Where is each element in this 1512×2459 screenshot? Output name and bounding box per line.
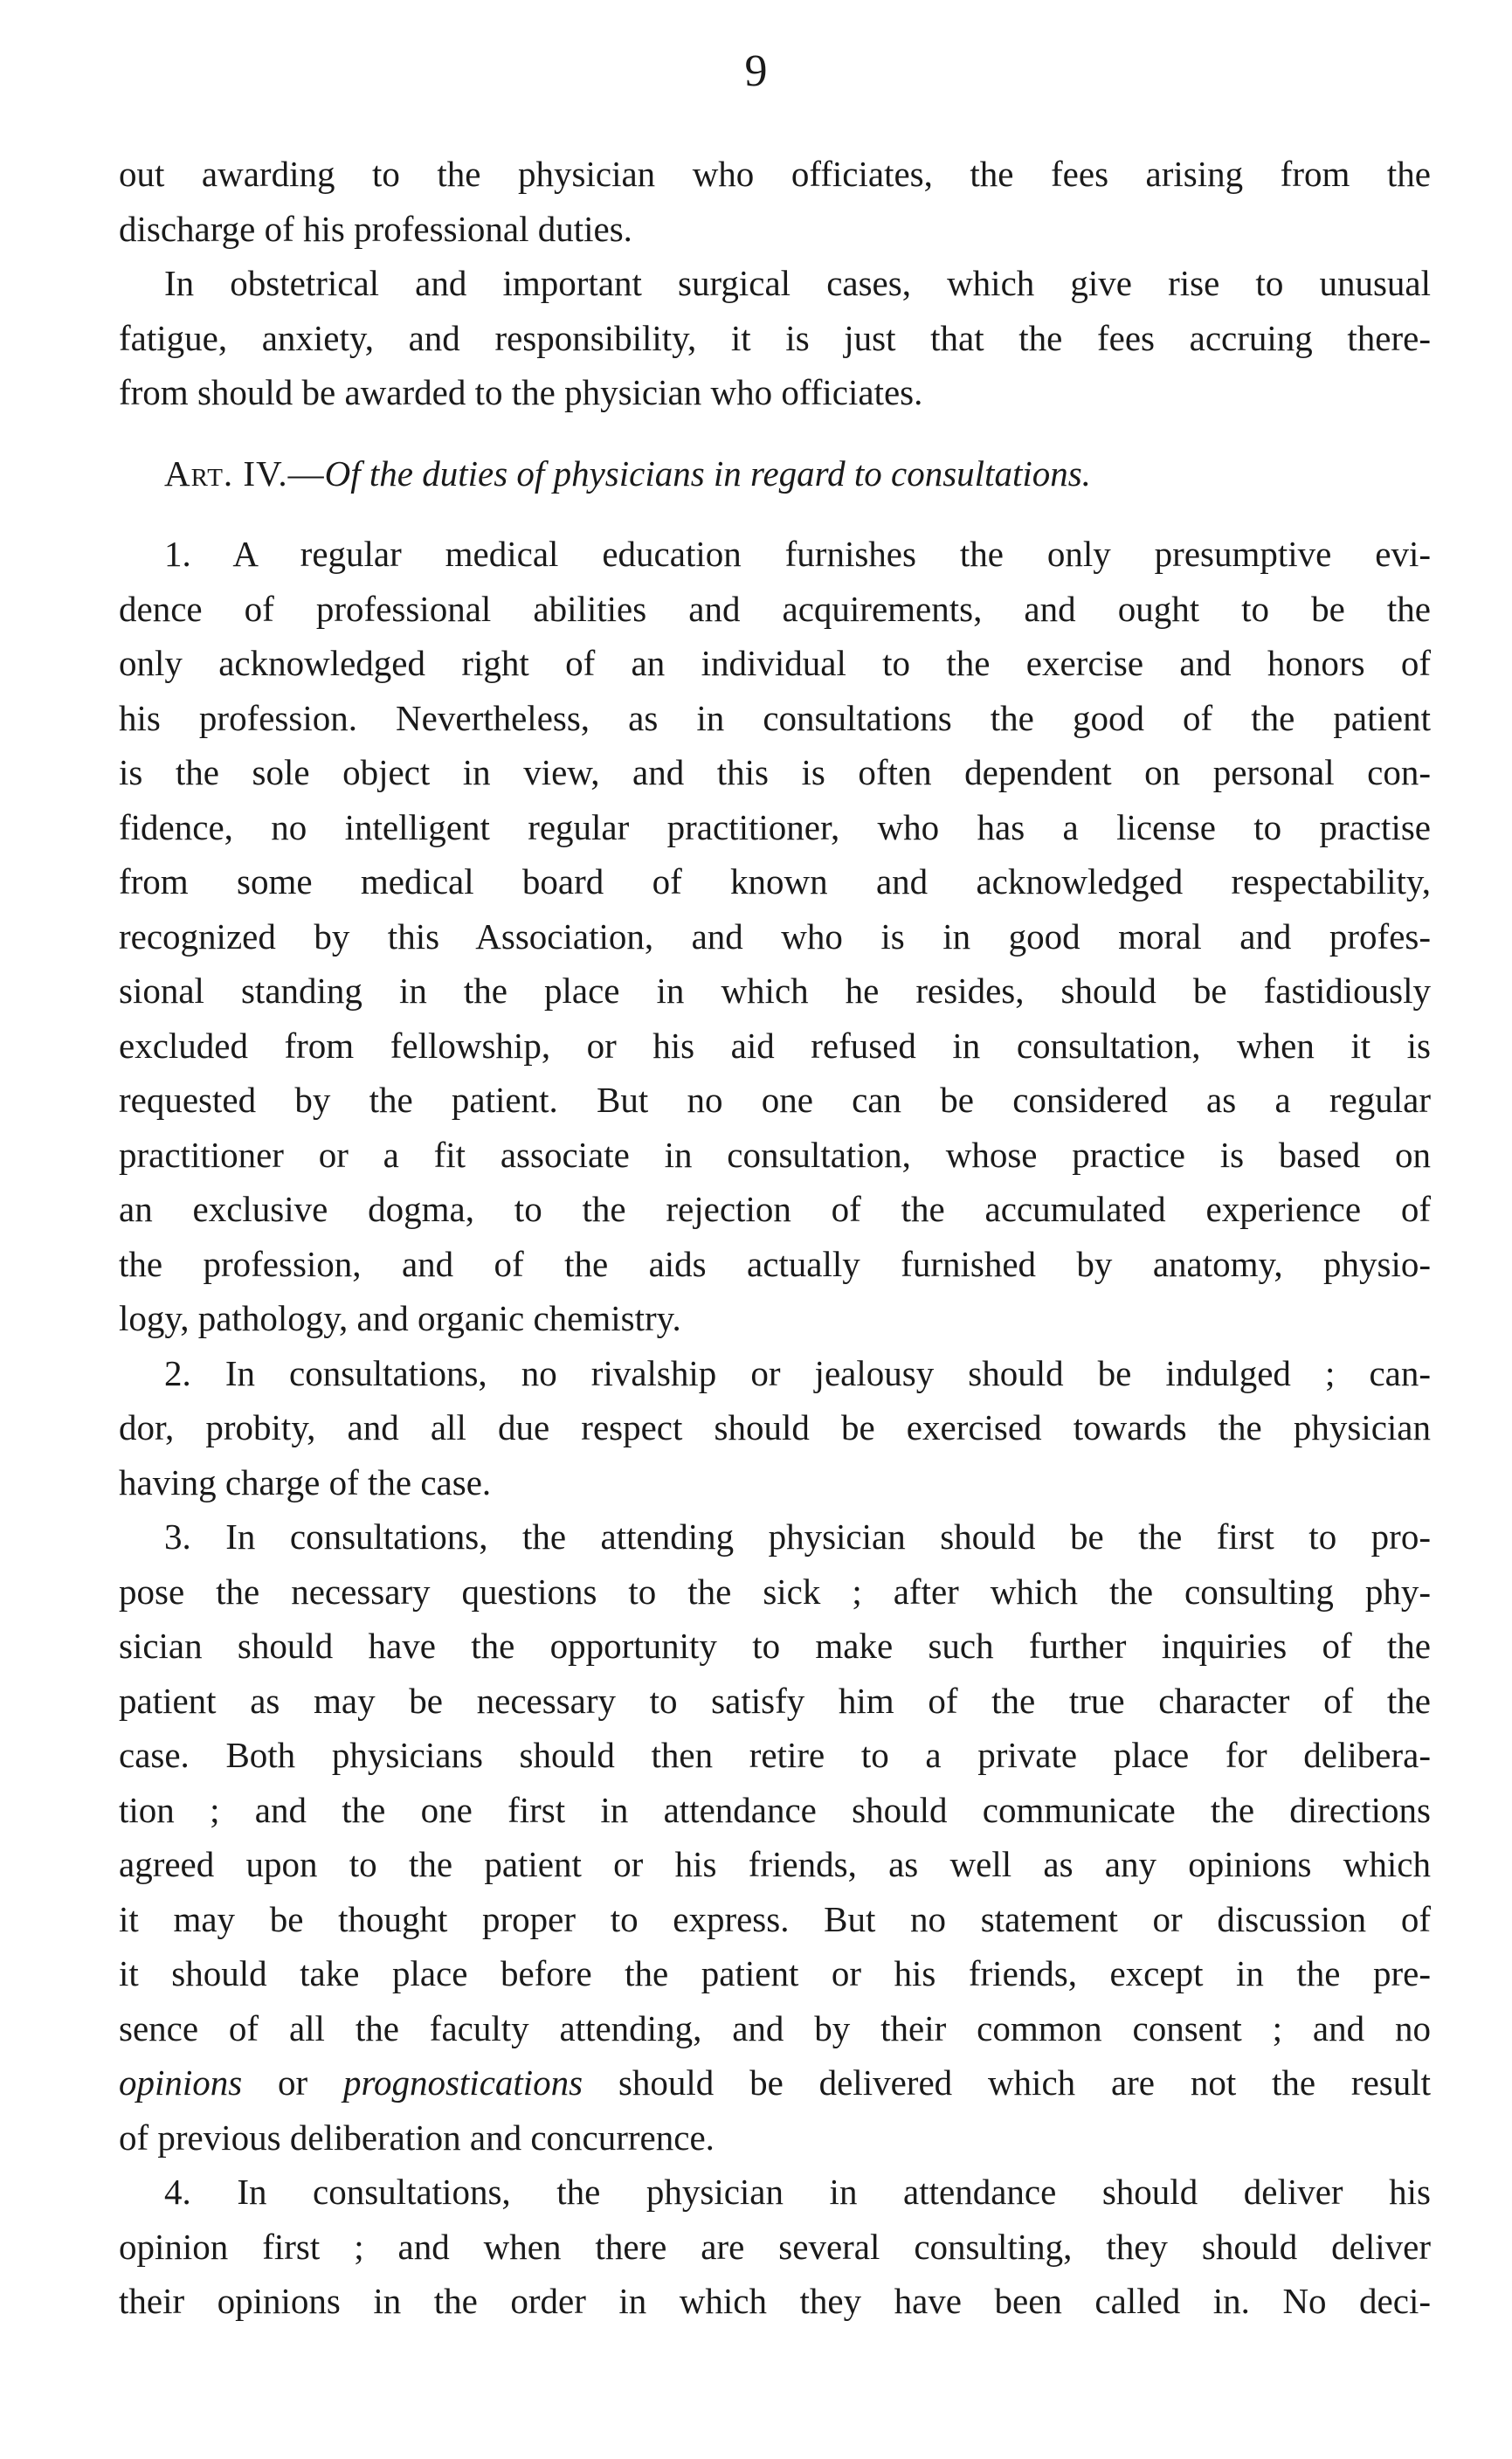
- italic-word-prognostications: prognostications: [343, 2062, 583, 2103]
- text-line: his profession. Nevertheless, as in consultations the good of the patient: [119, 697, 1431, 738]
- text-line: having charge of the case.: [119, 1461, 492, 1502]
- text-fragment: should be delivered which are not the result: [583, 2062, 1431, 2103]
- text-line: their opinions in the order in which they have been called in. No deci-: [119, 2281, 1431, 2321]
- text-line: pose the necessary questions to the sick ; after which the consulting phy-: [119, 1571, 1431, 1612]
- text-line: tion ; and the one first in attendance should communicate the directions: [119, 1789, 1431, 1830]
- text-fragment: or: [242, 2062, 344, 2103]
- body-text: [119, 147, 1431, 2329]
- text-line: sician should have the opportunity to make such further inquiries of the: [119, 1626, 1431, 1666]
- text-line: it may be thought proper to express. But no statement or discussion of: [119, 1898, 1431, 1939]
- text-line: case. Both physicians should then retire to a private place for delibera-: [119, 1735, 1431, 1775]
- text-line: sence of all the faculty attending, and by their common consent ; and no: [119, 2007, 1431, 2048]
- text-line: dence of professional abilities and acquirements, and ought to be the: [119, 588, 1431, 629]
- text-line: an exclusive dogma, to the rejection of the accumulated experience of: [119, 1189, 1431, 1229]
- text-line: In obstetrical and important surgical cases, which give rise to unusual: [164, 263, 1431, 303]
- text-line: sional standing in the place in which he resides, should be fastidiously: [119, 970, 1431, 1011]
- text-line: is the sole object in view, and this is often dependent on personal con-: [119, 752, 1431, 792]
- text-line: agreed upon to the patient or his friends, as well as any opinions which: [119, 1844, 1431, 1884]
- text-line: 3. In consultations, the attending physician should be the first to pro-: [164, 1516, 1431, 1557]
- text-line: fidence, no intelligent regular practitioner, who has a license to practise: [119, 806, 1431, 847]
- text-line: dor, probity, and all due respect should be exercised towards the physician: [119, 1407, 1431, 1447]
- article-heading: [119, 446, 1431, 501]
- text-line: excluded from fellowship, or his aid refused in consultation, when it is: [119, 1025, 1431, 1066]
- text-line: 4. In consultations, the physician in attendance should deliver his: [164, 2172, 1431, 2212]
- text-line: out awarding to the physician who officiates, the fees arising from the: [119, 154, 1431, 194]
- text-line: recognized by this Association, and who is in good moral and profes-: [119, 915, 1431, 957]
- text-line: requested by the patient. But no one can be considered as a regular: [119, 1080, 1431, 1120]
- text-line: practitioner or a fit associate in consultation, whose practice is based on: [119, 1134, 1431, 1175]
- text-line: logy, pathology, and organic chemistry.: [119, 1298, 681, 1338]
- text-line: only acknowledged right of an individual to the exercise and honors of: [119, 643, 1431, 683]
- text-line: the profession, and of the aids actually furnished by anatomy, physio-: [119, 1243, 1431, 1284]
- text-line-with-italics: [119, 2055, 1431, 2110]
- article-title: Of the duties of physicians in regard to consultations.: [324, 452, 1091, 494]
- text-line: of previous deliberation and concurrence.: [119, 2117, 715, 2158]
- text-line: 1. A regular medical education furnishes the only presumptive evi-: [164, 534, 1431, 574]
- article-label: Art. IV.—: [164, 452, 325, 494]
- text-line: patient as may be necessary to satisfy him of the true character of the: [119, 1680, 1431, 1721]
- text-line: from should be awarded to the physician who officiates.: [119, 372, 923, 412]
- page-number: 9: [744, 46, 768, 96]
- text-line: discharge of his professional duties.: [119, 208, 632, 249]
- italic-word-opinions: opinions: [119, 2062, 243, 2103]
- text-line: fatigue, anxiety, and responsibility, it is just that the fees accruing there-: [119, 317, 1431, 358]
- text-line: from some medical board of known and acknowledged respectability,: [119, 861, 1431, 901]
- text-line: opinion first ; and when there are several consulting, they should deliver: [119, 2226, 1431, 2267]
- text-line: it should take place before the patient or his friends, except in the pre-: [119, 1953, 1431, 1993]
- text-line: 2. In consultations, no rivalship or jealousy should be indulged ; can-: [164, 1352, 1431, 1393]
